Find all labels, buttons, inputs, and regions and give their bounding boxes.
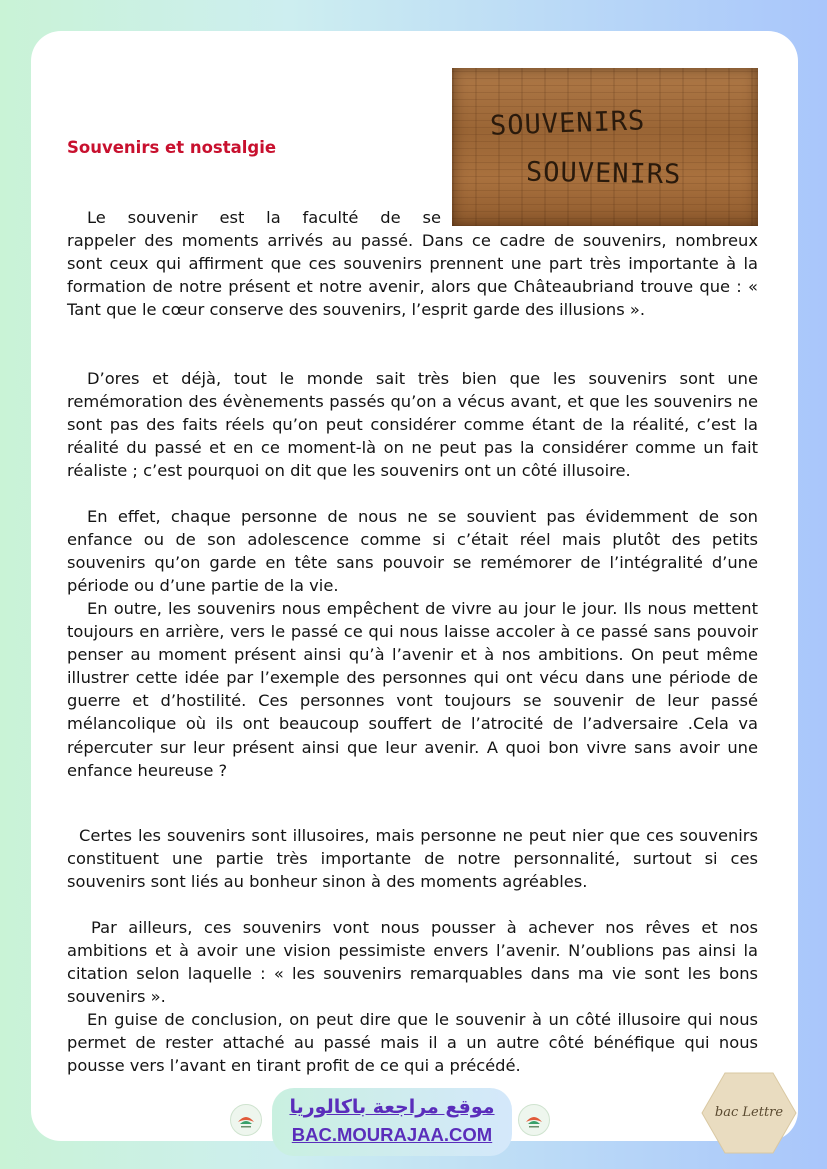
page-title: Souvenirs et nostalgie [67, 138, 277, 157]
paragraph-3: En effet, chaque personne de nous ne se souvient pas évidemment de son enfance ou de son adolescence comme si c’était réel mais plutôt des petits souvenirs qu’on garde en tête sans pouvoir se remémorer de l’intégralité d’une période ou d’une partie de la vie. [67, 507, 758, 596]
site-logo-icon [230, 1104, 262, 1136]
paragraph-2: D’ores et déjà, tout le monde sait très bien que les souvenirs sont une remémoration des évènements passés qu’on a vécus avant, et que les souvenirs ne sont pas des faits réels qu’on peut considérer comme étant de la réalité, c’est la réalité du passé et en ce moment-là on ne peut pas la considérer comme un fait réaliste ; c’est pourquoi on dit que les souvenirs ont un côté illusoire. [67, 369, 758, 481]
footer-url-link[interactable]: BAC.MOURAJAA.COM [291, 1124, 493, 1145]
sign-text-line-2: SOUVENIRS [525, 156, 682, 191]
footer-arabic-link[interactable]: موقع مراجعة باكالوريا [289, 1096, 495, 1118]
bac-lettre-stamp [698, 1069, 800, 1157]
paragraph-1-lead: Le souvenir est la faculté de se [87, 208, 441, 227]
paragraph-4: En outre, les souvenirs nous empêchent de vivre au jour le jour. Ils nous mettent toujours en arrière, vers le passé ce qui nous laisse accoler à ce passé sans pouvoir penser au moment présent ainsi qu’à l’avenir et à nos ambitions. On peut même illustrer cette idée par l’exemple des personnes qui ont vécu dans une période de guerre et d’hostilité. Ces personnes vont toujours se souvenir de leur passé mélancolique où ils ont beaucoup souffert de l’atrocité de l’adversaire .Cela va répercuter sur leur présent ainsi que leur avenir. A quoi bon vivre sans avoir une enfance heureuse ? [67, 599, 758, 780]
site-logo-icon [518, 1104, 550, 1136]
site-footer-banner[interactable] [272, 1088, 512, 1156]
paragraph-6: Par ailleurs, ces souvenirs vont nous pousser à achever nos rêves et nos ambitions et à avoir une vision pessimiste envers l’avenir. N’oublions pas ainsi la citation selon laquelle : « les souvenirs remarquables dans ma vie sont les bons souvenirs ». [67, 918, 758, 1007]
paragraph-7: En guise de conclusion, on peut dire que le souvenir à un côté illusoire qui nous permet de rester attaché au passé mais il a un autre côté bénéfique qui nous pousse vers l’avant en tirant profit de ce qui a précédé. [67, 1010, 758, 1076]
sign-text-line-1: SOUVENIRS [489, 105, 646, 142]
souvenirs-wood-sign-image [452, 68, 758, 226]
stamp-text: bac Lettre [714, 1105, 784, 1120]
paragraph-5: Certes les souvenirs sont illusoires, mais personne ne peut nier que ces souvenirs constituent une partie très importante de notre personnalité, surtout si ces souvenirs sont liés au bonheur sinon à des moments agréables. [67, 826, 758, 892]
paragraph-1: rappeler des moments arrivés au passé. Dans ce cadre de souvenirs, nombreux sont ceux qui affirment que ces souvenirs prennent une part très importante à la formation de notre présent et notre avenir, alors que Châteaubriand trouve que : « Tant que le cœur conserve des souvenirs, l’esprit garde des illusions ». [67, 231, 758, 320]
